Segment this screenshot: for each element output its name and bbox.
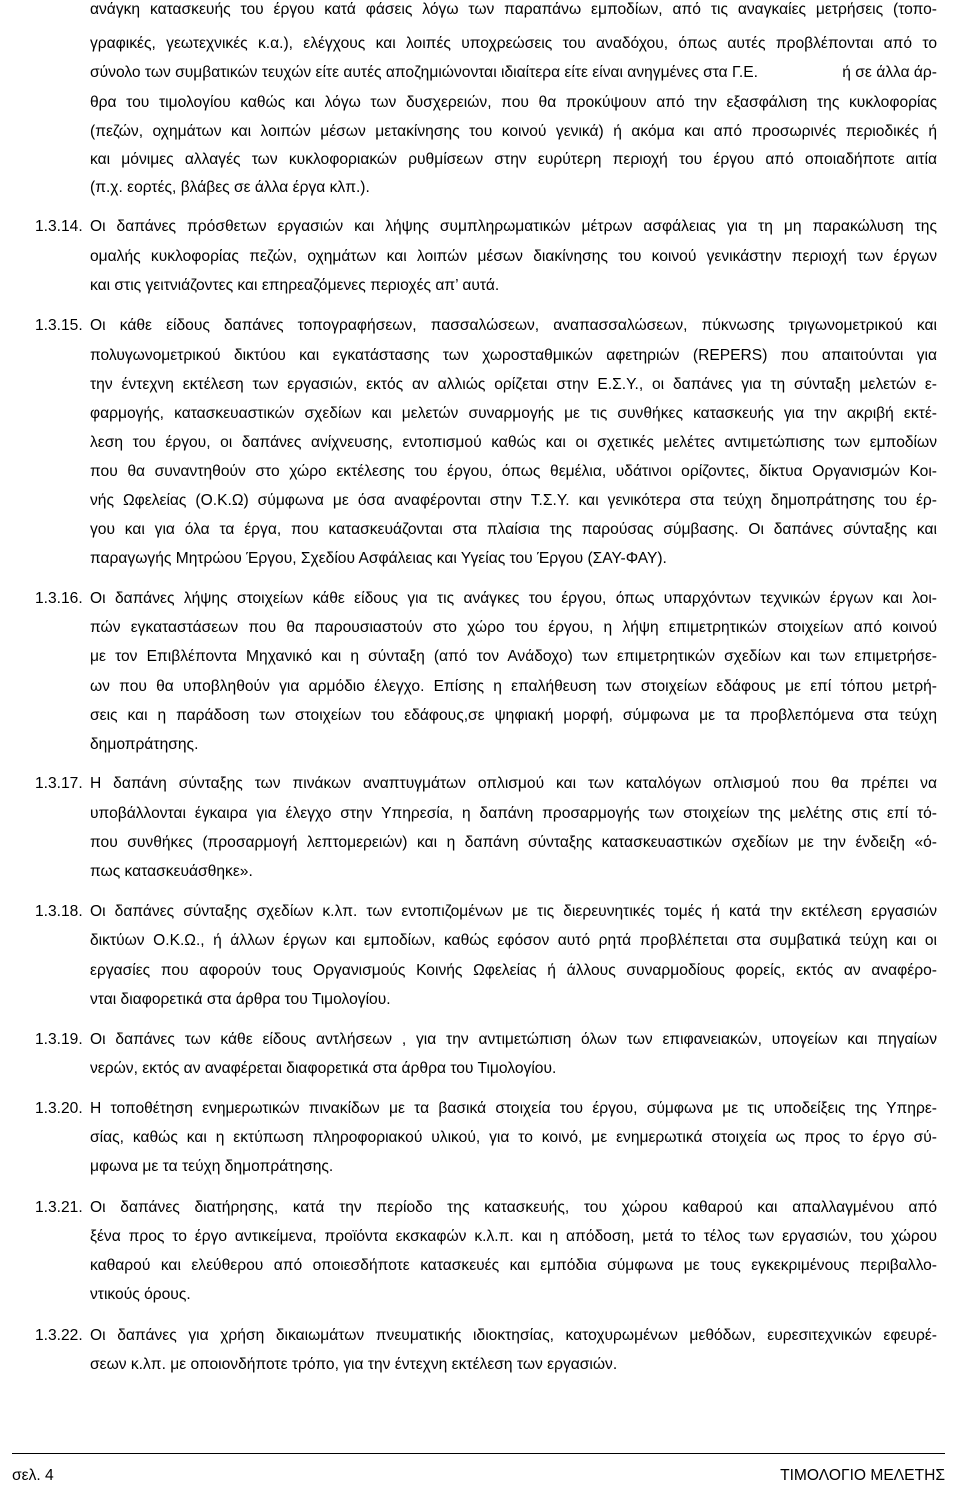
section-number: 1.3.14. — [35, 218, 83, 235]
page-number: σελ. 4 — [12, 1467, 54, 1484]
intro-line: (π.χ. εορτές, βλάβες σε άλλα έργα κλπ.). — [90, 179, 370, 196]
section-line: παραγωγής Μητρώου Έργου, Σχεδίου Ασφάλειας και Υγείας του Έργου (ΣΑΥ-ΦΑΥ). — [90, 550, 667, 567]
intro-line: (πεζών, οχημάτων και λοιπών μέσων μετακίνησης του κοινού γενικά) ή ακόμα και από προσωρινές περιοδικές ή — [90, 123, 937, 140]
section-number: 1.3.20. — [35, 1100, 83, 1117]
section-line: που θα συναντηθούν στο χώρο εκτέλεσης του έργου, όπως θεμέλια, υδάτινοι ορίζοντες, δίκτυα Οργανισμών Κοι- — [90, 463, 937, 480]
section-1-3-22 — [35, 1326, 937, 1346]
section-line: που συνθήκες (προσαρμογή λεπτομερειών) και η δαπάνη σύνταξης κατασκευαστικών σχεδίων με την ένδειξη «ό- — [90, 834, 937, 851]
section-line: με τον Επιβλέποντα Μηχανικό και η σύνταξη (από τον Ανάδοχο) των επιμετρητικών σχεδίων και των επιμετρήσε- — [90, 648, 937, 665]
section-line: Η τοποθέτηση ενημερωτικών πινακίδων με τα βασικά στοιχεία του έργου, σύμφωνα με τις υποδείξεις της Υπηρε- — [90, 1100, 937, 1117]
section-line: και στις γειτνιάζοντες και επηρεαζόμενες περιοχές απ’ αυτά. — [90, 277, 500, 294]
section-line: ντικούς όρους. — [90, 1286, 191, 1303]
section-number: 1.3.17. — [35, 775, 83, 792]
intro-line: θρα του τιμολογίου καθώς και λόγω των δυσχερειών, που θα προκύψουν από την εξασφάλιση της κυκλοφορίας — [90, 94, 937, 111]
intro-line: ή σε άλλα άρ- — [842, 64, 937, 81]
section-line: σίας, καθώς και η εκτύπωση πληροφοριακού υλικού, για το κοινό, με ενημερωτικά στοιχεία ως προς το έργο σύ- — [90, 1129, 937, 1146]
section-number: 1.3.21. — [35, 1199, 83, 1216]
section-line: νής Ωφελείας (Ο.Κ.Ω) σύμφωνα με όσα αναφέρονται στην Τ.Σ.Υ. και γενικότερα στα τεύχη δημοπράτησης του έρ- — [90, 492, 937, 509]
intro-line: και μόνιμες αλλαγές των κυκλοφοριακών ρυθμίσεων στην ευρύτερη περιοχή του έργου από οποιαδήποτε αιτία — [90, 151, 937, 168]
section-1-3-17 — [35, 774, 937, 794]
section-1-3-16 — [35, 589, 937, 609]
intro-line: ανάγκη κατασκευής του έργου κατά φάσεις λόγω των παραπάνω εμποδίων, από τις αναγκαίες μετρήσεις (τοπο- — [90, 1, 937, 18]
section-line: Η δαπάνη σύνταξης των πινάκων αναπτυγμάτων οπλισμού και των καταλόγων οπλισμού που θα πρέπει να — [90, 775, 937, 792]
section-line: πολυγωνομετρικού δικτύου και εγκατάστασης των χωροσταθμικών αφετηριών (REPERS) που απαιτούνται για — [90, 347, 937, 364]
document-title: ΤΙΜΟΛΟΓΙΟ ΜΕΛΕΤΗΣ — [780, 1467, 945, 1484]
section-line: πως κατασκευάσθηκε». — [90, 863, 253, 880]
section-line: πών εγκαταστάσεων που θα παρουσιαστούν στο χώρο του έργου, η λήψη επιμετρητικών στοιχείων από κοινού — [90, 619, 937, 636]
section-line: Οι κάθε είδους δαπάνες τοπογραφήσεων, πασσαλώσεων, αναπασσαλώσεων, πύκνωσης τριγωνομετρικού και — [90, 317, 937, 334]
section-line: νται διαφορετικά στα άρθρα του Τιμολογίου. — [90, 991, 391, 1008]
intro-line: γραφικές, γεωτεχνικές κ.α.), ελέγχους και λοιπές υποχρεώσεις του αναδόχου, όπως αυτές προβλέπονται από το — [90, 35, 937, 52]
section-line: ομαλής κυκλοφορίας πεζών, οχημάτων και λοιπών μέσων διακίνησης του κοινού γενικάστην περιοχή των έργων — [90, 248, 937, 265]
intro-line: σύνολο των συμβατικών τευχών είτε αυτές αποζημιώνονται ιδιαίτερα είτε είναι ανηγμένες στα Γ.Ε. — [90, 64, 758, 81]
section-line: φαρμογής, κατασκευαστικών σχεδίων και μελετών συναρμογής με τις συνθήκες κατασκευής για την ακριβή εκτέ- — [90, 405, 937, 422]
section-line: υποβάλλονται έγκαιρα για έλεγχο στην Υπηρεσία, η δαπάνη προσαρμογής των στοιχείων της μελέτης στις επί τό- — [90, 805, 937, 822]
section-line: σεις και η παράδοση των στοιχείων του εδάφους,σε ψηφιακή μορφή, σύμφωνα με τα προβλεπόμενα στα τεύχη — [90, 707, 937, 724]
section-number: 1.3.16. — [35, 590, 83, 607]
section-number: 1.3.22. — [35, 1327, 83, 1344]
section-line: την έντεχνη εκτέλεση των εργασιών, εκτός αν αλλιώς ορίζεται στην Ε.Σ.Υ., οι δαπάνες για τη σύνταξη μελετών ε- — [90, 376, 937, 393]
section-line: ξένα προς το έργο αντικείμενα, προϊόντα εκσκαφών κ.λ.π. και η απόδοση, μετά το τέλος των εργασιών, του χώρου — [90, 1228, 937, 1245]
section-1-3-18 — [35, 902, 937, 922]
section-line: δικτύων Ο.Κ.Ω., ή άλλων έργων και εμποδίων, καθώς εφόσον αυτό ρητά προβλέπεται στα συμβατικά τεύχη και οι — [90, 932, 937, 949]
section-line: δημοπράτησης. — [90, 736, 199, 753]
section-line: Οι δαπάνες των κάθε είδους αντλήσεων , για την αντιμετώπιση όλων των επιφανειακών, υπογείων και πηγαίων — [90, 1031, 937, 1048]
section-number: 1.3.18. — [35, 903, 83, 920]
section-1-3-19 — [35, 1030, 937, 1050]
section-1-3-20 — [35, 1099, 937, 1119]
section-line: Οι δαπάνες σύνταξης σχεδίων κ.λπ. των εντοπιζομένων με τις διερευνητικές τομές ή κατά την εκτέλεση εργασιών — [90, 903, 937, 920]
footer-divider — [12, 1453, 945, 1454]
section-line: σεων κ.λπ. με οποιονδήποτε τρόπο, για την έντεχνη εκτέλεση των εργασιών. — [90, 1356, 618, 1373]
section-1-3-15 — [35, 316, 937, 336]
section-line: μφωνα με τα τεύχη δημοπράτησης. — [90, 1158, 334, 1175]
section-line: λεση του έργου, οι δαπάνες ανίχνευσης, εντοπισμού καθώς και οι σχετικές μελέτες αντιμετώπισης των εμποδίων — [90, 434, 937, 451]
section-line: γου και για όλα τα έργα, που κατασκευάζονται στα πλαίσια της παρούσας σύμβασης. Οι δαπάνες σύνταξης και — [90, 521, 937, 538]
section-line: καθαρού και ελεύθερου από οποιεσδήποτε κατασκευές και εμπόδια σύμφωνα με τους εγκεκριμένους περιβαλλο- — [90, 1257, 937, 1274]
section-line: νερών, εκτός αν αναφέρεται διαφορετικά στα άρθρα του Τιμολογίου. — [90, 1060, 557, 1077]
section-line: Οι δαπάνες λήψης στοιχείων κάθε είδους για τις ανάγκες του έργου, όπως υπαρχόντων τεχνικών έργων και λοι- — [90, 590, 937, 607]
section-line: Οι δαπάνες για χρήση δικαιωμάτων πνευματικής ιδιοκτησίας, κατοχυρωμένων μεθόδων, ευρεσιτεχνικών εφευρέ- — [90, 1327, 937, 1344]
section-line: Οι δαπάνες διατήρησης, κατά την περίοδο της κατασκευής, του χώρου καθαρού και απαλλαγμένου από — [90, 1199, 937, 1216]
section-line: εργασίες που αφορούν τους Οργανισμούς Κοινής Ωφελείας ή άλλους συναρμοδίους φορείς, εκτός αν αναφέρο- — [90, 962, 937, 979]
section-1-3-14 — [35, 217, 937, 237]
section-line: Οι δαπάνες πρόσθετων εργασιών και λήψης συμπληρωματικών μέτρων ασφάλειας για τη μη παρακώλυση της — [90, 218, 937, 235]
section-number: 1.3.15. — [35, 317, 83, 334]
section-1-3-21 — [35, 1198, 937, 1218]
section-line: ων που θα υποβληθούν για αρμόδιο έλεγχο. Επίσης η επαλήθευση των στοιχείων εδάφους με επί τόπου μετρή- — [90, 678, 937, 695]
section-number: 1.3.19. — [35, 1031, 83, 1048]
